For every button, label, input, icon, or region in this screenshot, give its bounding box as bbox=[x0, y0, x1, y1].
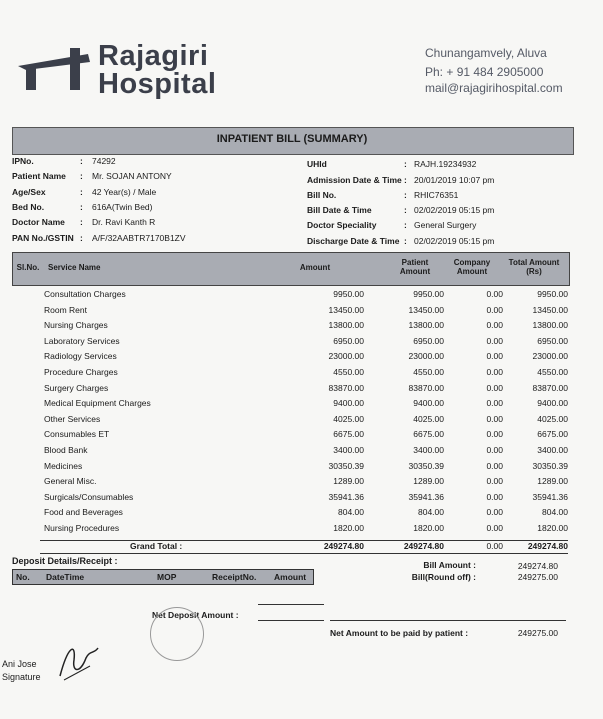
amount-cell: 6950.00 bbox=[333, 335, 364, 346]
amount-cell: 1820.00 bbox=[333, 523, 364, 533]
patient-amount-cell: 9400.00 bbox=[413, 398, 444, 409]
total-amount-cell: 30350.39 bbox=[532, 460, 568, 471]
net-deposit-label: Net Deposit Amount : bbox=[152, 610, 239, 620]
company-amount-cell: 0.00 bbox=[486, 382, 503, 393]
info-value: 02/02/2019 05:15 pm bbox=[414, 205, 495, 215]
info-value: Mr. SOJAN ANTONY bbox=[92, 171, 172, 181]
info-colon: : bbox=[80, 217, 83, 227]
company-amount-cell: 0.00 bbox=[486, 367, 503, 377]
total-amount-cell: 35941.36 bbox=[532, 491, 568, 502]
total-amount-cell: 1289.00 bbox=[537, 476, 568, 487]
net-pay-label: Net Amount to be paid by patient : bbox=[330, 628, 469, 638]
info-label: Bed No. bbox=[12, 202, 45, 212]
info-label: Bill Date & Time bbox=[307, 205, 372, 215]
info-label: Age/Sex bbox=[12, 187, 46, 197]
total-amount-cell: 4550.00 bbox=[537, 367, 568, 377]
company-amount-cell: 0.00 bbox=[486, 304, 503, 315]
patient-amount-cell: 4550.00 bbox=[413, 367, 444, 377]
hospital-logo-icon bbox=[18, 44, 96, 92]
total-amount-cell: 13800.00 bbox=[532, 320, 568, 331]
info-colon: : bbox=[404, 236, 407, 246]
deposit-col-receipt: ReceiptNo. bbox=[212, 572, 257, 582]
info-value: 02/02/2019 05:15 pm bbox=[414, 236, 495, 246]
service-name-cell: Food and Beverages bbox=[44, 507, 123, 518]
hospital-name-line2: Hospital bbox=[98, 68, 217, 100]
service-name-cell: General Misc. bbox=[44, 476, 97, 487]
company-amount-cell: 0.00 bbox=[486, 413, 503, 424]
patient-amount-cell: 1289.00 bbox=[413, 476, 444, 487]
total-amount-cell: 804.00 bbox=[542, 507, 568, 518]
col-header-sl: Sl.No. bbox=[16, 263, 40, 272]
patient-amount-cell: 35941.36 bbox=[408, 491, 444, 502]
patient-amount-cell: 23000.00 bbox=[408, 351, 444, 362]
col-header-patient: Patient Amount bbox=[399, 258, 431, 276]
info-colon: : bbox=[80, 156, 83, 166]
col-header-total: Total Amount (Rs) bbox=[508, 258, 560, 276]
total-divider bbox=[40, 553, 568, 554]
company-amount-cell: 0.00 bbox=[486, 445, 503, 455]
signature-scribble bbox=[50, 636, 102, 682]
info-label: Discharge Date & Time bbox=[307, 236, 400, 246]
company-amount-cell: 0.00 bbox=[486, 507, 503, 518]
amount-cell: 9400.00 bbox=[333, 398, 364, 409]
info-value: 616A(Twin Bed) bbox=[92, 202, 153, 212]
net-pay-value: 249275.00 bbox=[517, 628, 558, 638]
patient-amount-cell: 9950.00 bbox=[413, 289, 444, 299]
company-amount-cell: 0.00 bbox=[486, 289, 503, 299]
patient-amount-cell: 30350.39 bbox=[408, 460, 444, 471]
info-colon: : bbox=[80, 171, 83, 181]
info-label: IPNo. bbox=[12, 156, 34, 166]
info-colon: : bbox=[404, 190, 407, 200]
patient-amount-cell: 83870.00 bbox=[408, 382, 444, 393]
info-label: Patient Name bbox=[12, 171, 66, 181]
deposit-col-amount: Amount bbox=[274, 572, 307, 582]
total-amount-cell: 1820.00 bbox=[537, 523, 568, 533]
amount-cell: 4550.00 bbox=[333, 367, 364, 377]
grand-total-patient: 249274.80 bbox=[403, 541, 444, 551]
amount-cell: 13800.00 bbox=[328, 320, 364, 331]
service-name-cell: Nursing Procedures bbox=[44, 523, 120, 533]
stamp-seal bbox=[150, 607, 204, 661]
bill-amount-label: Bill Amount : bbox=[423, 560, 476, 570]
service-name-cell: Room Rent bbox=[44, 304, 87, 315]
patient-amount-cell: 3400.00 bbox=[413, 445, 444, 455]
service-name-cell: Medical Equipment Charges bbox=[44, 398, 151, 409]
info-label: UHId bbox=[307, 159, 327, 169]
total-amount-cell: 3400.00 bbox=[537, 445, 568, 455]
info-label: PAN No./GSTIN bbox=[12, 233, 74, 243]
info-label: Bill No. bbox=[307, 190, 337, 200]
hospital-email: mail@rajagirihospital.com bbox=[425, 81, 563, 95]
patient-amount-cell: 6675.00 bbox=[413, 429, 444, 440]
bill-amount-value: 249274.80 bbox=[517, 561, 558, 571]
info-value: General Surgery bbox=[414, 220, 477, 230]
company-amount-cell: 0.00 bbox=[486, 429, 503, 440]
info-value: 42 Year(s) / Male bbox=[92, 187, 157, 197]
patient-amount-cell: 13450.00 bbox=[408, 304, 444, 315]
total-amount-cell: 6675.00 bbox=[537, 429, 568, 440]
service-name-cell: Nursing Charges bbox=[44, 320, 108, 331]
info-colon: : bbox=[404, 205, 407, 215]
signatory-name: Ani Jose bbox=[2, 659, 37, 669]
service-name-cell: Laboratory Services bbox=[44, 335, 120, 346]
patient-amount-cell: 1820.00 bbox=[413, 523, 444, 533]
info-value: RHIC76351 bbox=[414, 190, 459, 200]
col-header-company: Company Amount bbox=[453, 258, 491, 276]
service-name-cell: Medicines bbox=[44, 460, 83, 471]
hospital-address: Chunangamvely, Aluva bbox=[425, 46, 547, 60]
hospital-phone: Ph: + 91 484 2905000 bbox=[425, 65, 544, 79]
bill-round-value: 249275.00 bbox=[517, 572, 558, 582]
amount-cell: 1289.00 bbox=[333, 476, 364, 487]
company-amount-cell: 0.00 bbox=[486, 491, 503, 502]
deposit-col-mop: MOP bbox=[157, 572, 177, 582]
net-deposit-line bbox=[258, 604, 324, 605]
info-colon: : bbox=[80, 202, 83, 212]
total-amount-cell: 6950.00 bbox=[537, 335, 568, 346]
company-amount-cell: 0.00 bbox=[486, 476, 503, 487]
info-colon: : bbox=[404, 159, 407, 169]
amount-cell: 83870.00 bbox=[328, 382, 364, 393]
company-amount-cell: 0.00 bbox=[486, 335, 503, 346]
amount-cell: 804.00 bbox=[338, 507, 364, 518]
total-amount-cell: 83870.00 bbox=[532, 382, 568, 393]
summary-divider bbox=[330, 620, 566, 621]
info-value: A/F/32AABTR7170B1ZV bbox=[92, 233, 186, 243]
info-value: RAJH.19234932 bbox=[414, 159, 477, 169]
info-colon: : bbox=[404, 220, 407, 230]
amount-cell: 35941.36 bbox=[328, 491, 364, 502]
info-label: Doctor Name bbox=[12, 217, 65, 227]
company-amount-cell: 0.00 bbox=[486, 351, 503, 362]
bill-round-label: Bill(Round off) : bbox=[411, 572, 476, 582]
amount-cell: 30350.39 bbox=[328, 460, 364, 471]
service-name-cell: Consultation Charges bbox=[44, 289, 126, 299]
grand-total-company: 0.00 bbox=[486, 541, 503, 551]
company-amount-cell: 0.00 bbox=[486, 523, 503, 533]
patient-amount-cell: 804.00 bbox=[418, 507, 444, 518]
info-value: Dr. Ravi Kanth R bbox=[92, 217, 156, 227]
hospital-name-line1: Rajagiri bbox=[98, 40, 209, 72]
amount-cell: 3400.00 bbox=[333, 445, 364, 455]
total-amount-cell: 4025.00 bbox=[537, 413, 568, 424]
col-header-amount: Amount bbox=[299, 263, 331, 272]
amount-cell: 9950.00 bbox=[333, 289, 364, 299]
service-name-cell: Surgicals/Consumables bbox=[44, 491, 134, 502]
total-amount-cell: 13450.00 bbox=[532, 304, 568, 315]
net-deposit-line bbox=[258, 620, 324, 621]
info-value: 20/01/2019 10:07 pm bbox=[414, 175, 495, 185]
deposit-col-datetime: DateTime bbox=[46, 572, 85, 582]
amount-cell: 23000.00 bbox=[328, 351, 364, 362]
info-label: Admission Date & Time bbox=[307, 175, 402, 185]
company-amount-cell: 0.00 bbox=[486, 460, 503, 471]
amount-cell: 4025.00 bbox=[333, 413, 364, 424]
bill-title: INPATIENT BILL (SUMMARY) bbox=[216, 133, 368, 145]
amount-cell: 6675.00 bbox=[333, 429, 364, 440]
service-name-cell: Other Services bbox=[44, 413, 101, 424]
info-colon: : bbox=[80, 233, 83, 243]
patient-amount-cell: 4025.00 bbox=[413, 413, 444, 424]
service-name-cell: Consumables ET bbox=[44, 429, 110, 440]
total-amount-cell: 9400.00 bbox=[537, 398, 568, 409]
company-amount-cell: 0.00 bbox=[486, 398, 503, 409]
col-header-service: Service Name bbox=[48, 263, 101, 272]
info-colon: : bbox=[404, 175, 407, 185]
total-amount-cell: 23000.00 bbox=[532, 351, 568, 362]
service-name-cell: Surgery Charges bbox=[44, 382, 109, 393]
info-value: 74292 bbox=[92, 156, 116, 166]
deposit-title: Deposit Details/Receipt : bbox=[12, 556, 118, 566]
patient-amount-cell: 13800.00 bbox=[408, 320, 444, 331]
service-name-cell: Blood Bank bbox=[44, 445, 88, 455]
info-label: Doctor Speciality bbox=[307, 220, 377, 230]
deposit-col-no: No. bbox=[16, 572, 30, 582]
patient-amount-cell: 6950.00 bbox=[413, 335, 444, 346]
total-amount-cell: 9950.00 bbox=[537, 289, 568, 299]
service-name-cell: Procedure Charges bbox=[44, 367, 118, 377]
grand-total-label: Grand Total : bbox=[130, 541, 183, 551]
grand-total-total: 249274.80 bbox=[527, 541, 568, 551]
info-colon: : bbox=[80, 187, 83, 197]
grand-total-amount: 249274.80 bbox=[323, 541, 364, 551]
signature-label: Signature bbox=[2, 672, 41, 682]
service-name-cell: Radiology Services bbox=[44, 351, 117, 362]
amount-cell: 13450.00 bbox=[328, 304, 364, 315]
company-amount-cell: 0.00 bbox=[486, 320, 503, 331]
